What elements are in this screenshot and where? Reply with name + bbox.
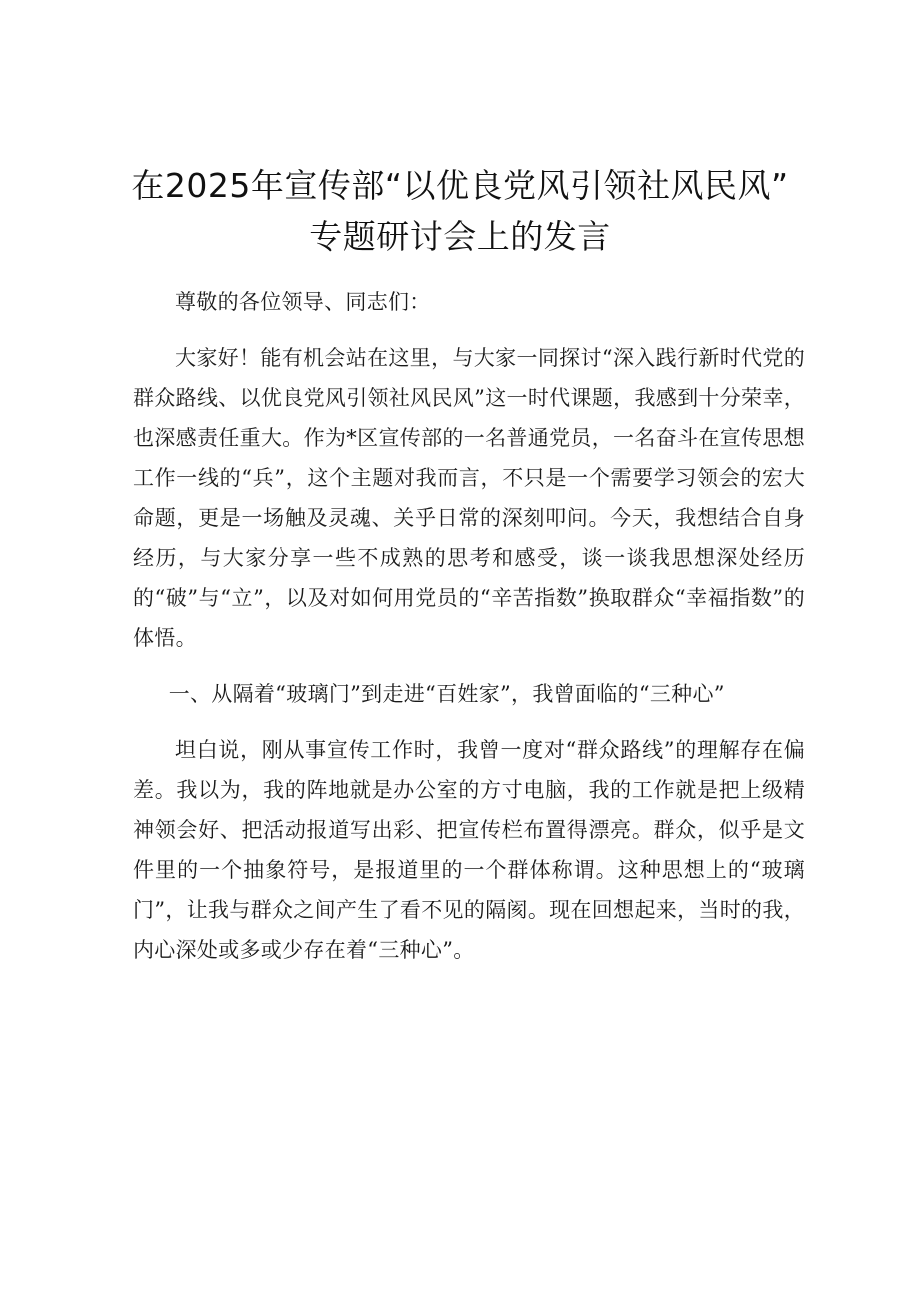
section-heading-1: 一、从隔着“玻璃门”到走进“百姓家”，我曾面临的“三种心” (168, 682, 725, 706)
paragraph-opening: 大家好！能有机会站在这里，与大家一同探讨“深入践行新时代党的群众路线、以优良党风引领社风民风”这一时代课题，我感到十分荣幸，也深感责任重大。作为*区宣传部的一名普通党员，一名奋斗在宣传思想工作一线的“兵”，这个主题对我而言，不只是一个需要学习领会的宏大命题，更是一场触及灵魂、关乎日常的深刻叩问。今天，我想结合自身经历，与大家分享一些不成熟的思考和感受，谈一谈我思想深处经历的“破”与“立”，以及对如何用党员的“辛苦指数”换取群众“幸福指数”的体悟。 (133, 346, 805, 650)
document-title-line-2: 专题研讨会上的发言 (309, 217, 611, 256)
document-title-line-1: 在2025年宣传部“以优良党风引领社风民风” (131, 166, 789, 205)
paragraph-section-1: 坦白说，刚从事宣传工作时，我曾一度对“群众路线”的理解存在偏差。我以为，我的阵地就是办公室的方寸电脑，我的工作就是把上级精神领会好、把活动报道写出彩、把宣传栏布置得漂亮。群众，似乎是文件里的一个抽象符号，是报道里的一个群体称谓。这种思想上的“玻璃门”，让我与群众之间产生了看不见的隔阂。现在回想起来，当时的我，内心深处或多或少存在着“三种心”。 (133, 738, 805, 962)
salutation: 尊敬的各位领导、同志们： (175, 290, 431, 314)
